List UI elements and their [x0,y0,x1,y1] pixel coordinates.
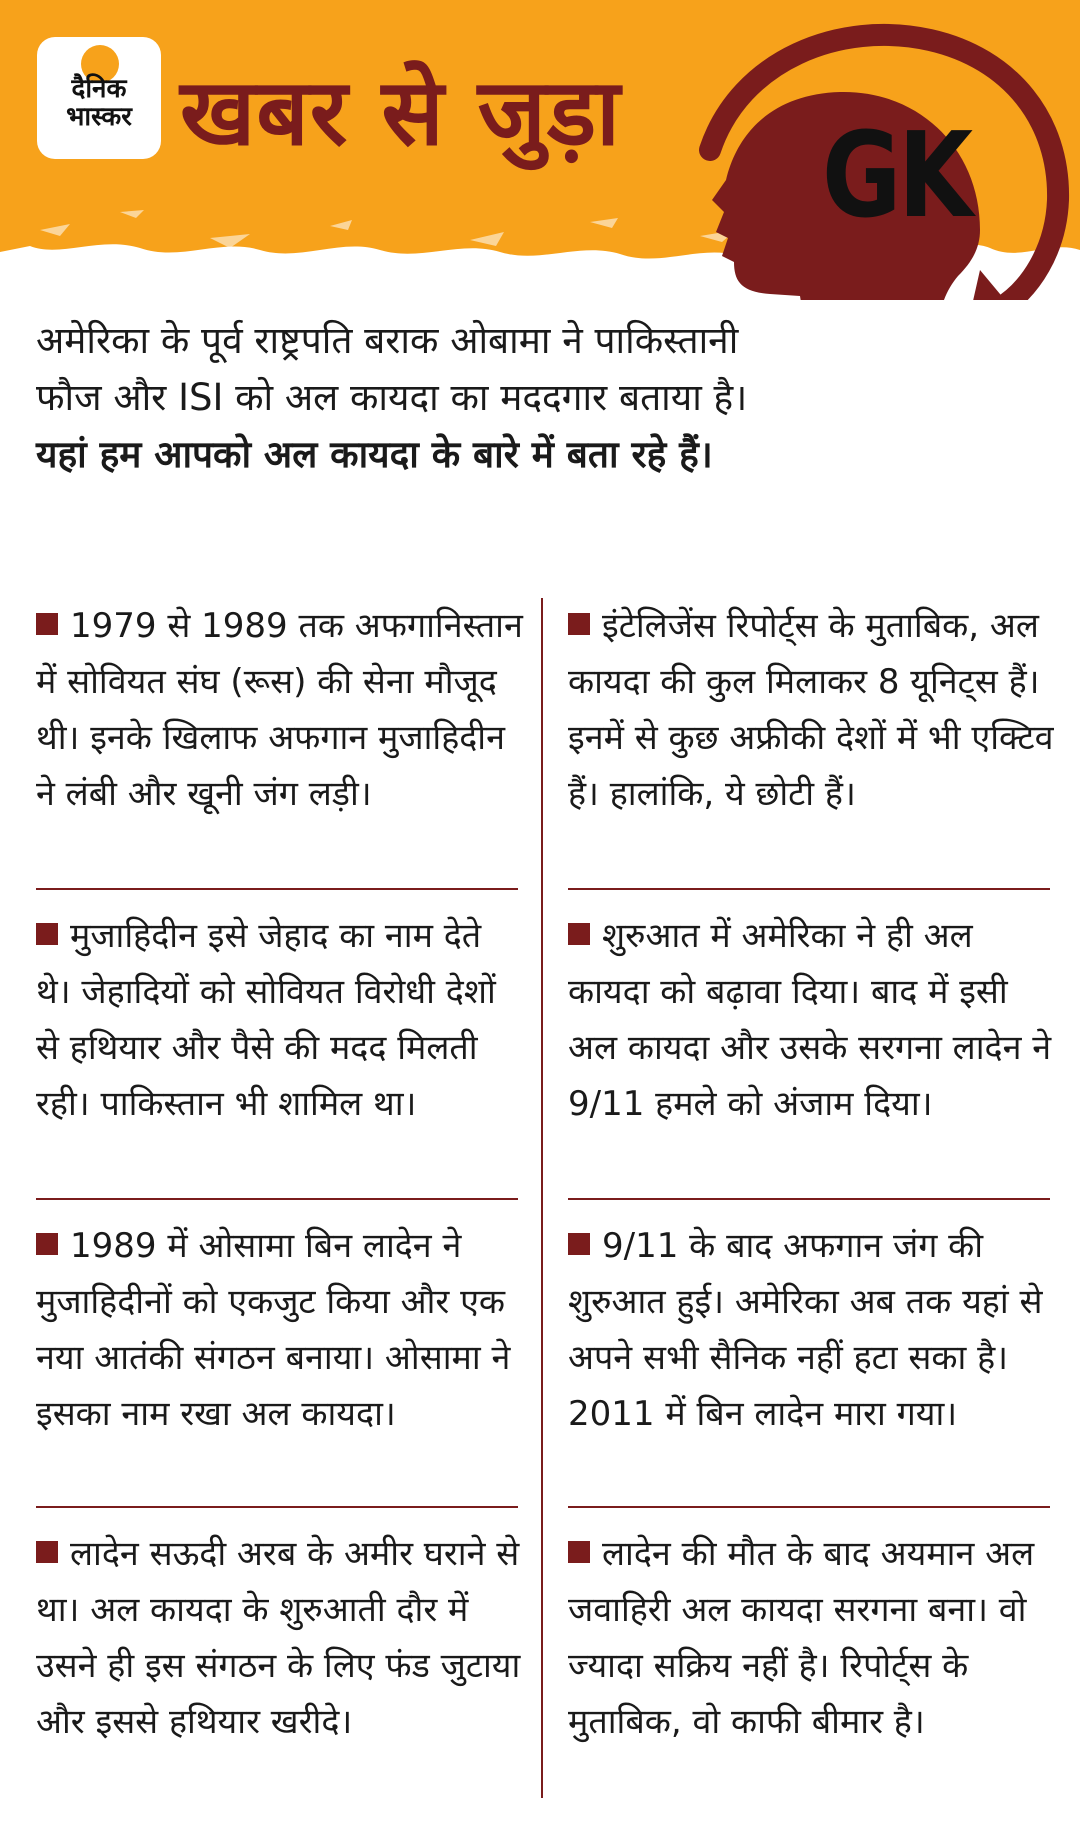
bullet-square-icon [36,613,58,635]
logo-text-line1: दैनिक [71,74,127,104]
bullet-square-icon [568,1541,590,1563]
bullet-square-icon [568,1233,590,1255]
fact-item [568,1526,1058,1750]
row-separator [568,1506,1050,1508]
fact-text: 9/11 के बाद अफगान जंग की शुरुआत हुई। अमेरिका अब तक यहां से अपने सभी सैनिक नहीं हटा सका है। 2011 में बिन लादेन मारा गया। [568,1226,1043,1434]
intro-text: अमेरिका के पूर्व राष्ट्रपति बराक ओबामा ने पाकिस्तानी फौज और ISI को अल कायदा का मददगार बताया है। [36,319,748,419]
fact-text: 1989 में ओसामा बिन लादेन ने मुजाहिदीनों को एकजुट किया और एक नया आतंकी संगठन बनाया। ओसामा ने इसका नाम रखा अल कायदा। [36,1226,511,1434]
fact-text: इंटेलिजेंस रिपोर्ट्स के मुताबिक, अल कायदा की कुल मिलाकर 8 यूनिट्स हैं। इनमें से कुछ अफ्रीकी देशों में भी एक्टिव हैं। हालांकि, ये छोटी हैं। [568,606,1054,814]
bullet-square-icon [36,1233,58,1255]
row-separator [568,888,1050,890]
fact-item [36,598,526,822]
row-separator [36,1506,518,1508]
fact-text: लादेन सऊदी अरब के अमीर घराने से था। अल कायदा के शुरुआती दौर में उसने ही इस संगठन के लिए फंड जुटाया और इससे हथियार खरीदे। [36,1534,521,1742]
fact-item [36,1526,526,1750]
fact-text: मुजाहिदीन इसे जेहाद का नाम देते थे। जेहादियों को सोवियत विरोधी देशों से हथियार और पैसे की मदद मिलती रही। पाकिस्तान भी शामिल था। [36,916,496,1124]
gk-badge: GK [822,106,970,244]
column-divider [541,598,543,1798]
row-separator [36,1198,518,1200]
intro-paragraph [36,312,756,483]
fact-item [568,1218,1058,1442]
page-title: खबर से जुड़ा [180,59,621,166]
logo-text-line2: भास्कर [66,102,132,132]
bullet-square-icon [568,613,590,635]
row-separator [36,888,518,890]
fact-item [36,908,526,1132]
fact-text: 1979 से 1989 तक अफगानिस्तान में सोवियत संघ (रूस) की सेना मौजूद थी। इनके खिलाफ अफगान मुजाहिदीन ने लंबी और खूनी जंग लड़ी। [36,606,523,814]
bullet-square-icon [36,923,58,945]
fact-item [36,1218,526,1442]
fact-item [568,908,1058,1132]
dainik-bhaskar-logo [37,37,161,159]
header-banner [0,0,1080,300]
fact-item [568,598,1058,822]
bullet-square-icon [36,1541,58,1563]
row-separator [568,1198,1050,1200]
bullet-square-icon [568,923,590,945]
fact-text: लादेन की मौत के बाद अयमान अल जवाहिरी अल कायदा सरगना बना। वो ज्यादा सक्रिय नहीं है। रिपोर्ट्स के मुताबिक, वो काफी बीमार है। [568,1534,1035,1742]
fact-text: शुरुआत में अमेरिका ने ही अल कायदा को बढ़ावा दिया। बाद में इसी अल कायदा और उसके सरगना लादेन ने 9/11 हमले को अंजाम दिया। [568,916,1052,1124]
intro-bold-text: यहां हम आपको अल कायदा के बारे में बता रहे हैं। [36,433,713,476]
fact-columns [0,598,1080,1813]
